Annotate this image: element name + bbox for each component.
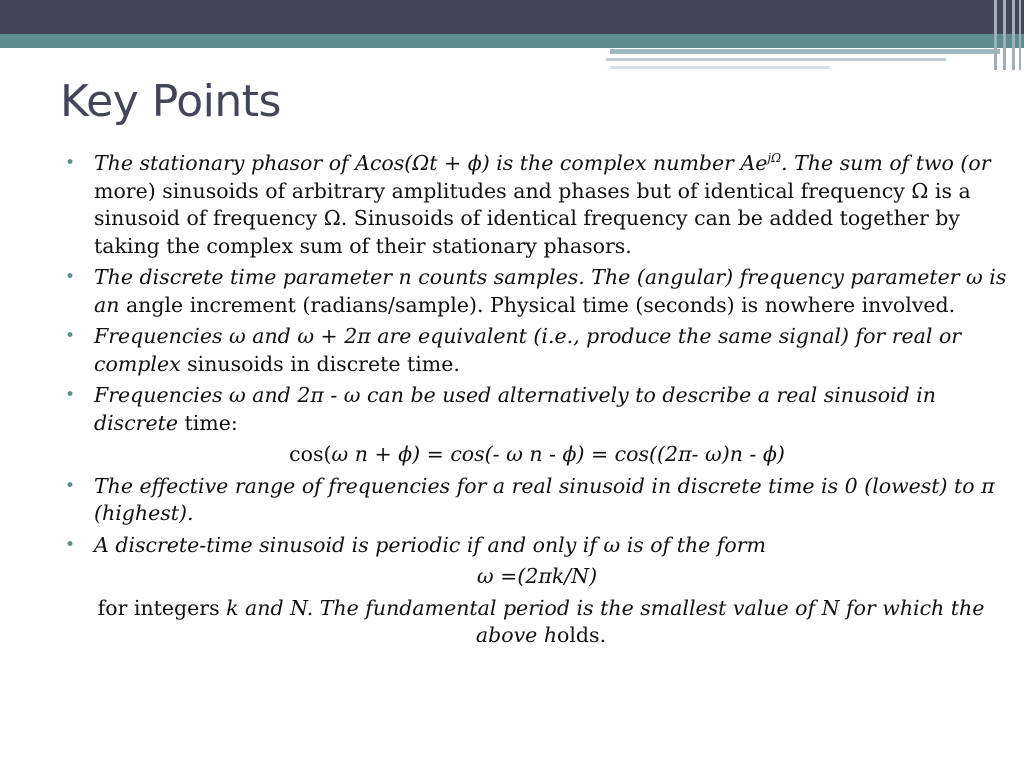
footer-text: olds. (557, 623, 607, 647)
header-accent-line (610, 66, 830, 69)
bullet-item (62, 150, 1012, 260)
bullet-text: Frequencies ω and ω + 2π are equivalent (i.e., produce the same signal) for real or complex (94, 324, 962, 376)
header-accent-line (610, 49, 1000, 54)
formula-line (62, 563, 1012, 591)
footer-text: k and N. The fundamental period is the smallest value of N for which the above h (226, 595, 985, 647)
bullet-item (62, 323, 1012, 378)
superscript: jΩ (767, 151, 782, 166)
bullet-item (62, 473, 1012, 528)
bullet-dot-icon: • (65, 267, 76, 287)
formula-text: cos( (289, 442, 332, 466)
bullet-text: The stationary phasor of Acos(Ωt + ϕ) is the complex number Ae (94, 151, 768, 175)
bullet-text: . The sum of two (or (781, 151, 991, 175)
bullet-text: The effective range of frequencies for a real sinusoid in discrete time is 0 (lowest) to π (highest). (94, 473, 995, 525)
bullet-dot-icon: • (65, 475, 76, 496)
formula-text: ω =(2πk/N) (476, 564, 598, 588)
formula-line (62, 441, 1012, 469)
footer-text: for integers (97, 595, 227, 620)
bullet-text: sinusoids in discrete time. (180, 351, 460, 376)
bullet-text: A discrete-time sinusoid is periodic if and only if ω is of the form (94, 532, 766, 557)
bullet-text: time: (177, 410, 238, 435)
bullet-text: angle increment (radians/sample). Physical time (seconds) is nowhere involved. (119, 292, 956, 317)
bullet-dot-icon: • (65, 153, 76, 173)
bullet-text: more) sinusoids of arbitrary amplitudes and phases but of identical frequency Ω is a sinusoid of frequency Ω. Sinusoids of identical frequency can be added together by taking the complex sum of their stationary phasors. (94, 178, 971, 258)
decorative-bar (994, 0, 997, 70)
decorative-bar (1003, 0, 1006, 70)
formula-text: ω n + ϕ) = cos(- ω n - ϕ) = cos((2π- ω)n - ϕ) (331, 442, 785, 466)
header-accent-stripe (0, 34, 1024, 48)
bullet-text: Frequencies ω and 2π - ω can be used alternatively to describe a real sinusoid in discrete (94, 383, 936, 435)
bullet-text: The discrete time parameter n counts samples. The (angular) frequency parameter ω is an (94, 265, 1007, 317)
bullet-item (62, 264, 1012, 319)
header-accent-line (606, 58, 946, 61)
slide-title: Key Points (60, 76, 281, 127)
bullet-item (62, 382, 1012, 437)
bullet-item (62, 532, 1012, 560)
bullet-dot-icon: • (65, 326, 76, 346)
decorative-bar (1012, 0, 1015, 70)
footer-paragraph (70, 595, 1012, 650)
slide-body (62, 150, 1012, 654)
bullet-dot-icon: • (65, 385, 76, 405)
decorative-bar (1019, 0, 1021, 70)
header-bar (0, 0, 1024, 34)
bullet-dot-icon: • (65, 534, 76, 555)
